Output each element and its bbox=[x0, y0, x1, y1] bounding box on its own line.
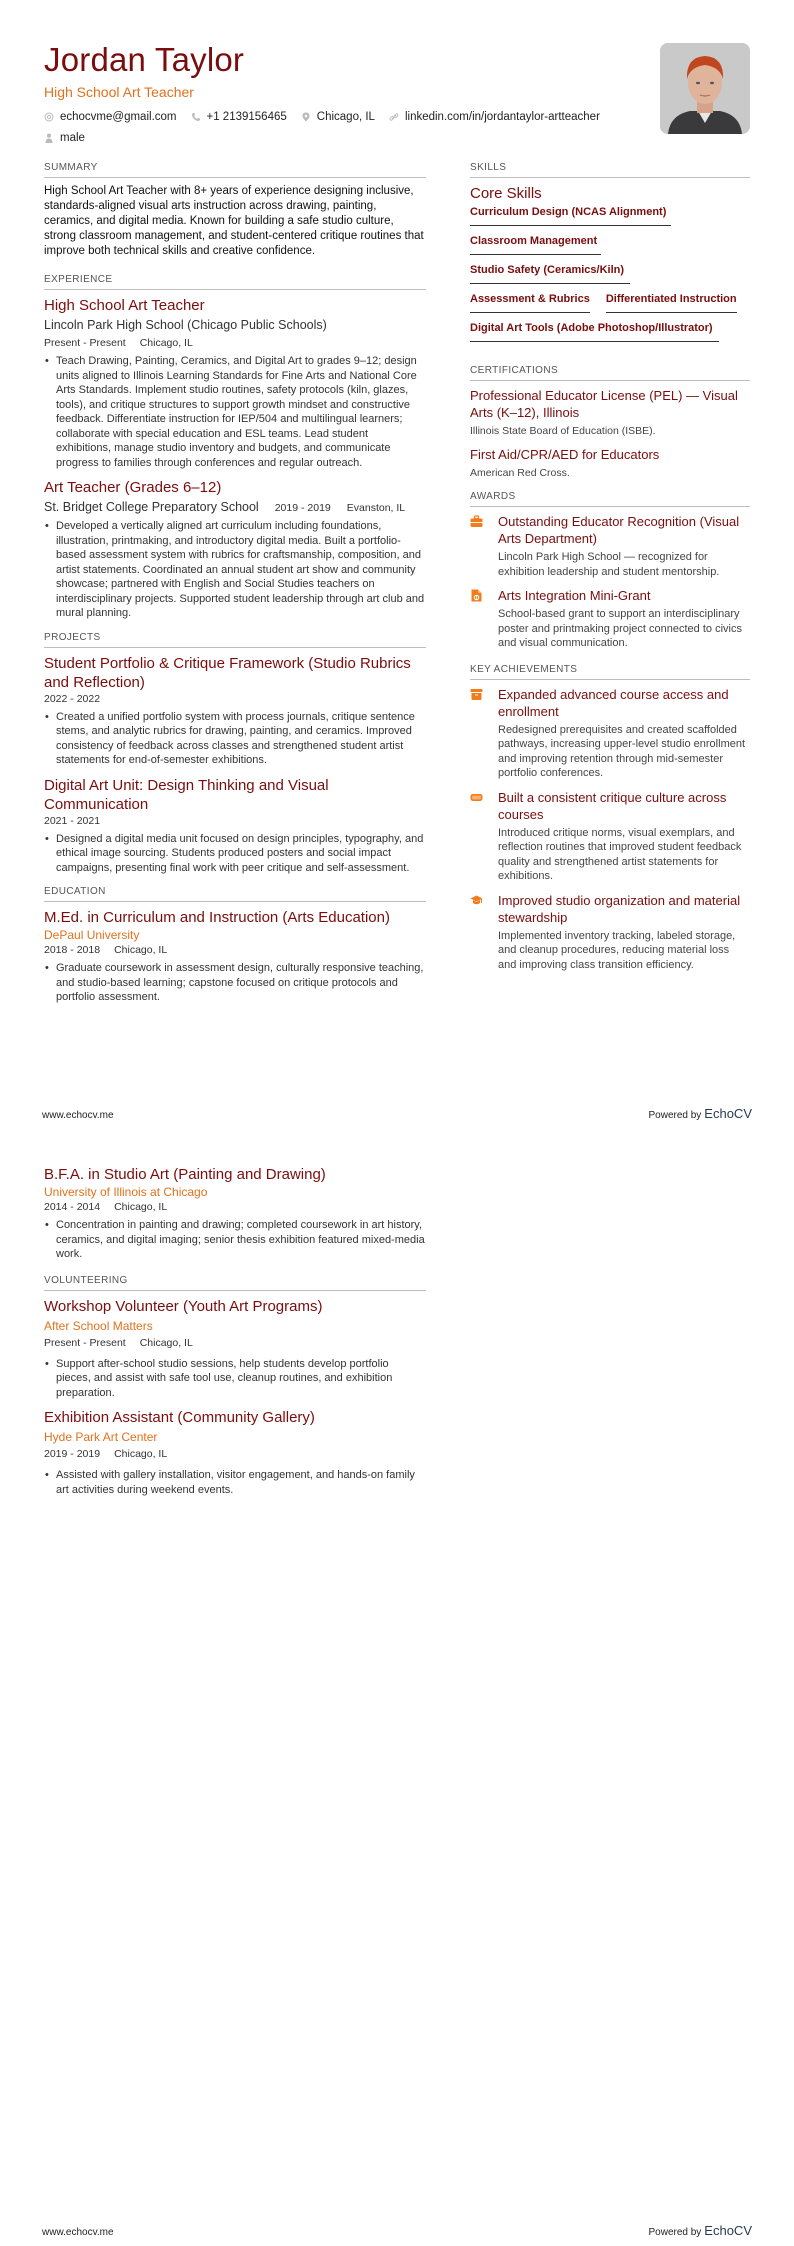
job-dates: Present - Present bbox=[44, 337, 126, 349]
certification-issuer: American Red Cross. bbox=[470, 467, 570, 479]
volunteering-heading: VOLUNTEERING bbox=[44, 1274, 426, 1291]
skills-heading: SKILLS bbox=[470, 161, 750, 178]
volunteer-role: Exhibition Assistant (Community Gallery) bbox=[44, 1409, 315, 1426]
summary-heading: SUMMARY bbox=[44, 161, 426, 178]
bullet-item: • Assisted with gallery installation, visitor engagement, and hands-on family art activities during weekend events. bbox=[44, 1468, 426, 1497]
award-description: School-based grant to support an interdisciplinary poster and printmaking project connected to civics and visual communication. bbox=[498, 608, 742, 649]
volunteer-bullets bbox=[44, 1357, 426, 1401]
certification-issuer: Illinois State Board of Education (ISBE). bbox=[470, 425, 656, 437]
project-dates: 2022 - 2022 bbox=[44, 692, 101, 705]
bullet-item: • Concentration in painting and drawing; completed coursework in art history, ceramics, and digital imaging; senior thesis exhibition featured mixed-media work. bbox=[44, 1218, 426, 1262]
job-location: Evanston, IL bbox=[346, 502, 406, 514]
job-meta bbox=[44, 499, 426, 516]
location-pin-icon bbox=[301, 112, 311, 122]
phone-icon bbox=[191, 112, 201, 122]
volunteer-meta bbox=[44, 1447, 426, 1462]
education-entry bbox=[44, 1165, 426, 1262]
bullet-item: • Support after-school studio sessions, help students develop portfolio pieces, and assist with safe tool use, cleanup routines, and exhibition preparation. bbox=[44, 1357, 426, 1401]
footer-brand[interactable]: EchoCV bbox=[704, 1106, 752, 1121]
bullet-item: • Teach Drawing, Painting, Ceramics, and Digital Art to grades 9–12; design units aligned to Illinois Learning Standards for Fine Arts and National Core Arts Standards. Implement studio routines, safety protocols (kiln, glazes, tools), and critique structures to support growth mindset and constructive feedback. Differentiate instruction for IEP/504 and multilingual learners; collaborate with special education and ESL teams. Lead student exhibitions, manage studio inventory and budgets, and communicate progress to families through conferences and regular outreach. bbox=[44, 354, 426, 470]
certification-name: Professional Educator License (PEL) — Visual Arts (K–12), Illinois bbox=[470, 388, 738, 420]
right-column bbox=[470, 161, 750, 980]
achievements-heading: KEY ACHIEVEMENTS bbox=[470, 663, 750, 680]
degree-title: B.F.A. in Studio Art (Painting and Drawing) bbox=[44, 1166, 326, 1183]
award-entry bbox=[470, 513, 750, 579]
achievement-title: Expanded advanced course access and enrollment bbox=[498, 686, 729, 719]
skill-tag: Curriculum Design (NCAS Alignment) bbox=[470, 205, 671, 226]
job-bullets bbox=[44, 354, 426, 470]
resume-page-2 bbox=[0, 1123, 794, 2246]
skills-group-title: Core Skills bbox=[470, 185, 542, 202]
skill-tag: Classroom Management bbox=[470, 234, 601, 255]
education-dates: 2014 - 2014 bbox=[44, 1201, 101, 1213]
achievements-section bbox=[470, 663, 750, 973]
candidate-role: High School Art Teacher bbox=[44, 84, 194, 100]
education-location: Chicago, IL bbox=[114, 1201, 168, 1213]
education-section-continued bbox=[44, 1165, 426, 1262]
link-icon bbox=[389, 112, 399, 122]
job-title: Art Teacher (Grades 6–12) bbox=[44, 479, 222, 496]
at-icon bbox=[44, 112, 54, 122]
contact-email[interactable] bbox=[44, 109, 177, 125]
achievement-entry bbox=[470, 892, 750, 973]
page-footer bbox=[42, 2222, 752, 2240]
contact-email-text: echocvme@gmail.com bbox=[60, 111, 177, 123]
education-heading: EDUCATION bbox=[44, 885, 426, 902]
volunteer-role: Workshop Volunteer (Youth Art Programs) bbox=[44, 1297, 323, 1315]
education-meta bbox=[44, 1200, 426, 1215]
footer-site-link[interactable]: www.echocv.me bbox=[42, 2227, 114, 2238]
bullet-item: • Developed a vertically aligned art curriculum including foundations, illustration, printmaking, and introductory digital media. Built a portfolio-based assessment system with rubrics for craftsmanship, composition, and artist statements. Coordinated an annual student art show and community showcase; partnered with English and Social Studies teachers on interdisciplinary projects. Supported student leadership through art club and mural planning. bbox=[44, 519, 426, 621]
skill-tag: Differentiated Instruction bbox=[606, 292, 737, 313]
job-meta bbox=[44, 336, 426, 351]
volunteer-entry bbox=[44, 1297, 426, 1401]
contact-list bbox=[44, 109, 644, 151]
volunteer-dates: Present - Present bbox=[44, 1336, 126, 1349]
education-bullets bbox=[44, 961, 426, 1005]
contact-phone[interactable] bbox=[191, 109, 287, 125]
school-name: DePaul University bbox=[44, 928, 140, 942]
contact-gender bbox=[44, 130, 85, 146]
company-name: St. Bridget College Preparatory School bbox=[44, 500, 259, 514]
skill-tag: Digital Art Tools (Adobe Photoshop/Illustrator) bbox=[470, 321, 719, 342]
battery-bar-icon bbox=[470, 789, 498, 884]
award-entry bbox=[470, 587, 750, 651]
person-icon bbox=[44, 133, 54, 143]
experience-section bbox=[44, 273, 426, 621]
award-description: Lincoln Park High School — recognized for exhibition leadership and student mentorship. bbox=[498, 551, 720, 578]
achievement-description: Implemented inventory tracking, labeled storage, and cleanup procedures, reducing material loss and improving class transition efficiency. bbox=[498, 929, 736, 971]
bullet-item: • Graduate coursework in assessment design, culturally responsive teaching, and studio-based learning; capstone focused on critique protocols and portfolio assessment. bbox=[44, 961, 426, 1005]
page-footer bbox=[42, 1105, 752, 1123]
skills-section bbox=[470, 161, 750, 350]
contact-location-text: Chicago, IL bbox=[316, 111, 375, 123]
achievement-entry bbox=[470, 686, 750, 781]
resume-header bbox=[44, 40, 644, 151]
skill-tag: Assessment & Rubrics bbox=[470, 292, 590, 313]
footer-site-link[interactable]: www.echocv.me bbox=[42, 1110, 114, 1121]
award-title: Arts Integration Mini-Grant bbox=[498, 588, 651, 603]
archive-box-icon bbox=[470, 686, 498, 781]
degree-title: M.Ed. in Curriculum and Instruction (Arts Education) bbox=[44, 909, 390, 926]
education-meta bbox=[44, 943, 426, 958]
volunteer-dates: 2019 - 2019 bbox=[44, 1448, 101, 1460]
volunteer-meta bbox=[44, 1336, 426, 1351]
footer-powered-by: Powered by EchoCV bbox=[648, 1106, 752, 1121]
achievement-title: Built a consistent critique culture across courses bbox=[498, 789, 727, 822]
experience-heading: EXPERIENCE bbox=[44, 273, 426, 290]
project-title: Student Portfolio & Critique Framework (Studio Rubrics and Reflection) bbox=[44, 654, 411, 691]
certification-entry bbox=[470, 387, 750, 438]
volunteer-bullets bbox=[44, 1468, 426, 1497]
education-section bbox=[44, 885, 426, 1005]
graduation-cap-icon bbox=[470, 892, 498, 973]
job-title: High School Art Teacher bbox=[44, 297, 205, 314]
volunteer-entry bbox=[44, 1408, 426, 1497]
project-bullets bbox=[44, 832, 426, 876]
education-dates: 2018 - 2018 bbox=[44, 944, 101, 956]
volunteer-org: After School Matters bbox=[44, 1318, 153, 1333]
certification-entry bbox=[470, 446, 750, 480]
achievement-title: Improved studio organization and material stewardship bbox=[498, 892, 741, 925]
contact-linkedin-text: linkedin.com/in/jordantaylor-artteacher bbox=[404, 111, 600, 123]
portrait-image bbox=[660, 43, 750, 134]
grant-document-icon bbox=[470, 587, 498, 651]
awards-section bbox=[470, 490, 750, 651]
skill-tag: Studio Safety (Ceramics/Kiln) bbox=[470, 263, 630, 284]
achievement-description: Introduced critique norms, visual exemplars, and reflection routines that improved student feedback quality and strengthened artist statements for exhibitions. bbox=[498, 826, 742, 882]
company-name: Lincoln Park High School (Chicago Public Schools) bbox=[44, 318, 327, 332]
certifications-section bbox=[470, 364, 750, 480]
summary-text: High School Art Teacher with 8+ years of experience designing inclusive, standards-aligned visual arts instruction across drawing, painting, ceramics, and digital media. Known for building a safe studio culture, strong classroom management, and student-centered critique routines that improve both technical skills and creative confidence. bbox=[44, 185, 424, 257]
projects-section bbox=[44, 631, 426, 876]
certification-name: First Aid/CPR/AED for Educators bbox=[470, 447, 660, 462]
volunteer-org: Hyde Park Art Center bbox=[44, 1430, 158, 1444]
contact-gender-text: male bbox=[60, 132, 85, 144]
achievement-description: Redesigned prerequisites and created scaffolded pathways, increasing upper-level studio enrollment and improving retention through mid-semester portfolio conferences. bbox=[498, 723, 746, 779]
job-bullets bbox=[44, 519, 426, 621]
footer-brand[interactable]: EchoCV bbox=[704, 2223, 752, 2238]
achievement-entry bbox=[470, 789, 750, 884]
experience-entry bbox=[44, 478, 426, 621]
skills-list bbox=[470, 205, 750, 350]
contact-linkedin[interactable] bbox=[389, 109, 600, 125]
volunteering-section bbox=[44, 1274, 426, 1498]
awards-heading: AWARDS bbox=[470, 490, 750, 507]
education-entry bbox=[44, 908, 426, 1005]
job-location: Chicago, IL bbox=[139, 337, 193, 349]
experience-entry bbox=[44, 296, 426, 470]
education-location: Chicago, IL bbox=[114, 944, 168, 956]
project-title: Digital Art Unit: Design Thinking and Visual Communication bbox=[44, 776, 329, 813]
candidate-name: Jordan Taylor bbox=[44, 41, 245, 78]
project-entry bbox=[44, 654, 426, 768]
contact-phone-text: +1 2139156465 bbox=[206, 111, 287, 123]
volunteer-location: Chicago, IL bbox=[139, 1336, 193, 1349]
projects-heading: PROJECTS bbox=[44, 631, 426, 648]
school-name: University of Illinois at Chicago bbox=[44, 1185, 208, 1199]
certifications-heading: CERTIFICATIONS bbox=[470, 364, 750, 381]
education-bullets bbox=[44, 1218, 426, 1262]
project-entry bbox=[44, 776, 426, 876]
profile-photo bbox=[660, 43, 750, 134]
volunteer-location: Chicago, IL bbox=[114, 1448, 168, 1460]
footer-powered-by: Powered by EchoCV bbox=[648, 2223, 752, 2238]
award-title: Outstanding Educator Recognition (Visual Arts Department) bbox=[498, 514, 740, 546]
project-dates: 2021 - 2021 bbox=[44, 814, 101, 827]
contact-location bbox=[301, 109, 375, 125]
bullet-item: • Designed a digital media unit focused on design principles, typography, and ethical image sourcing. Students produced posters and social impact campaigns, presenting final work with peer critique and self-assessment. bbox=[44, 832, 426, 876]
left-column bbox=[44, 161, 426, 1013]
left-column bbox=[44, 1165, 426, 1505]
bullet-item: • Created a unified portfolio system with process journals, critique sentence stems, and analytic rubrics for drawing, painting, and ceramics. Improved consistency of feedback across classes and strengthened student artist statements for end-of-semester exhibitions. bbox=[44, 710, 426, 768]
briefcase-icon bbox=[470, 513, 498, 579]
project-bullets bbox=[44, 710, 426, 768]
job-dates: 2019 - 2019 bbox=[274, 502, 331, 514]
summary-section bbox=[44, 161, 426, 259]
